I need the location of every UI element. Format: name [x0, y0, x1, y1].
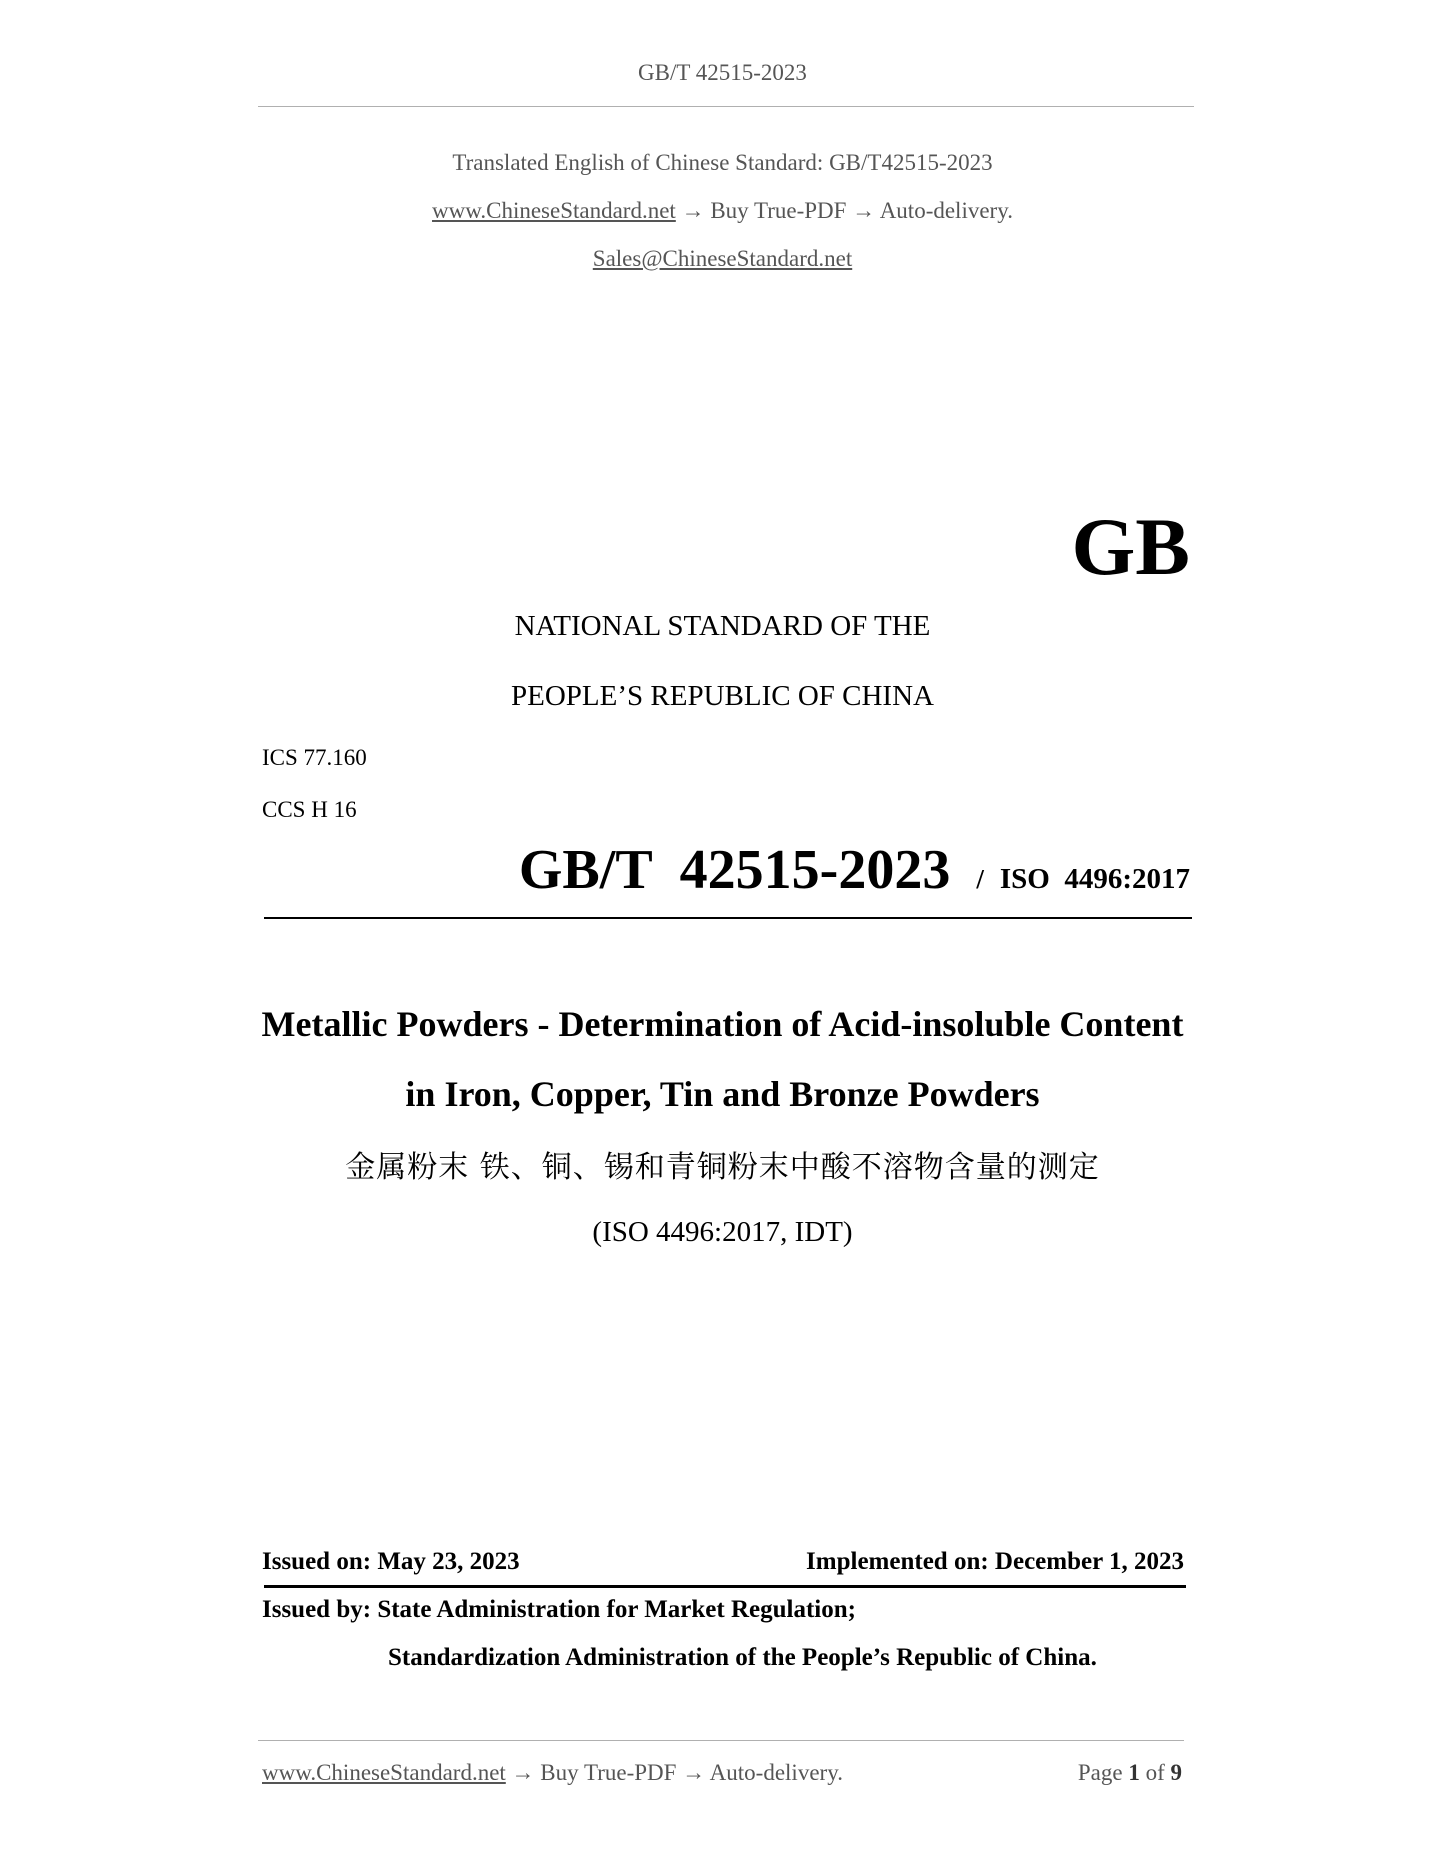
- arrow-right-icon: →: [682, 1760, 706, 1785]
- issued-by-second: Standardization Administration of the People’s Republic of China.: [388, 1644, 1097, 1671]
- issue-divider: [264, 1585, 1186, 1588]
- of-label: of: [1145, 1760, 1165, 1785]
- issued-on: Issued on: May 23, 2023: [262, 1548, 520, 1575]
- total-pages: 9: [1170, 1760, 1182, 1785]
- ccs-code: CCS H 16: [262, 797, 357, 822]
- ics-code: ICS 77.160: [262, 745, 367, 770]
- footer-buy-line: [262, 1760, 843, 1786]
- standard-separator: /: [976, 864, 984, 894]
- chinese-title: 金属粉末 铁、铜、锡和青铜粉末中酸不溶物含量的测定: [345, 1150, 1100, 1185]
- national-standard-line2: PEOPLE’S REPUBLIC OF CHINA: [511, 680, 934, 712]
- footer-divider: [258, 1740, 1184, 1741]
- standard-number-line: [519, 838, 1190, 902]
- delivery-text: Auto-delivery.: [879, 198, 1013, 223]
- footer-site-link[interactable]: www.ChineseStandard.net: [262, 1760, 506, 1785]
- translated-standard-line: Translated English of Chinese Standard: GB/T42515-2023: [452, 150, 993, 175]
- page-label: Page: [1077, 1760, 1123, 1785]
- arrow-right-icon: →: [511, 1760, 535, 1785]
- title-line2: in Iron, Copper, Tin and Bronze Powders: [405, 1074, 1040, 1114]
- issued-by: Issued by: State Administration for Market Regulation;: [262, 1596, 856, 1623]
- idt-reference: (ISO 4496:2017, IDT): [592, 1216, 853, 1248]
- national-standard-line1: NATIONAL STANDARD OF THE: [514, 610, 931, 642]
- sales-line: [0, 246, 1445, 272]
- implemented-on: Implemented on: December 1, 2023: [806, 1548, 1184, 1575]
- standard-number: GB/T 42515-2023: [518, 839, 951, 901]
- page-indicator: [1078, 1760, 1182, 1786]
- footer-buy-text: Buy True-PDF: [540, 1760, 677, 1785]
- site-link[interactable]: www.ChineseStandard.net: [432, 198, 676, 223]
- buy-text: Buy True-PDF: [710, 198, 847, 223]
- standard-number-divider: [264, 917, 1192, 919]
- title-line1: Metallic Powders - Determination of Acid-insoluble Content: [261, 1004, 1184, 1044]
- arrow-right-icon: →: [852, 198, 876, 223]
- header-divider: [258, 106, 1194, 107]
- arrow-right-icon: →: [681, 198, 705, 223]
- footer-delivery-text: Auto-delivery.: [709, 1760, 843, 1785]
- running-header: GB/T 42515-2023: [638, 60, 807, 85]
- sales-email-link[interactable]: Sales@ChineseStandard.net: [592, 246, 853, 271]
- gb-logo: GB: [1071, 501, 1190, 592]
- buy-pdf-line: [0, 198, 1445, 224]
- iso-reference: ISO 4496:2017: [999, 863, 1190, 895]
- page-number: 1: [1128, 1760, 1140, 1785]
